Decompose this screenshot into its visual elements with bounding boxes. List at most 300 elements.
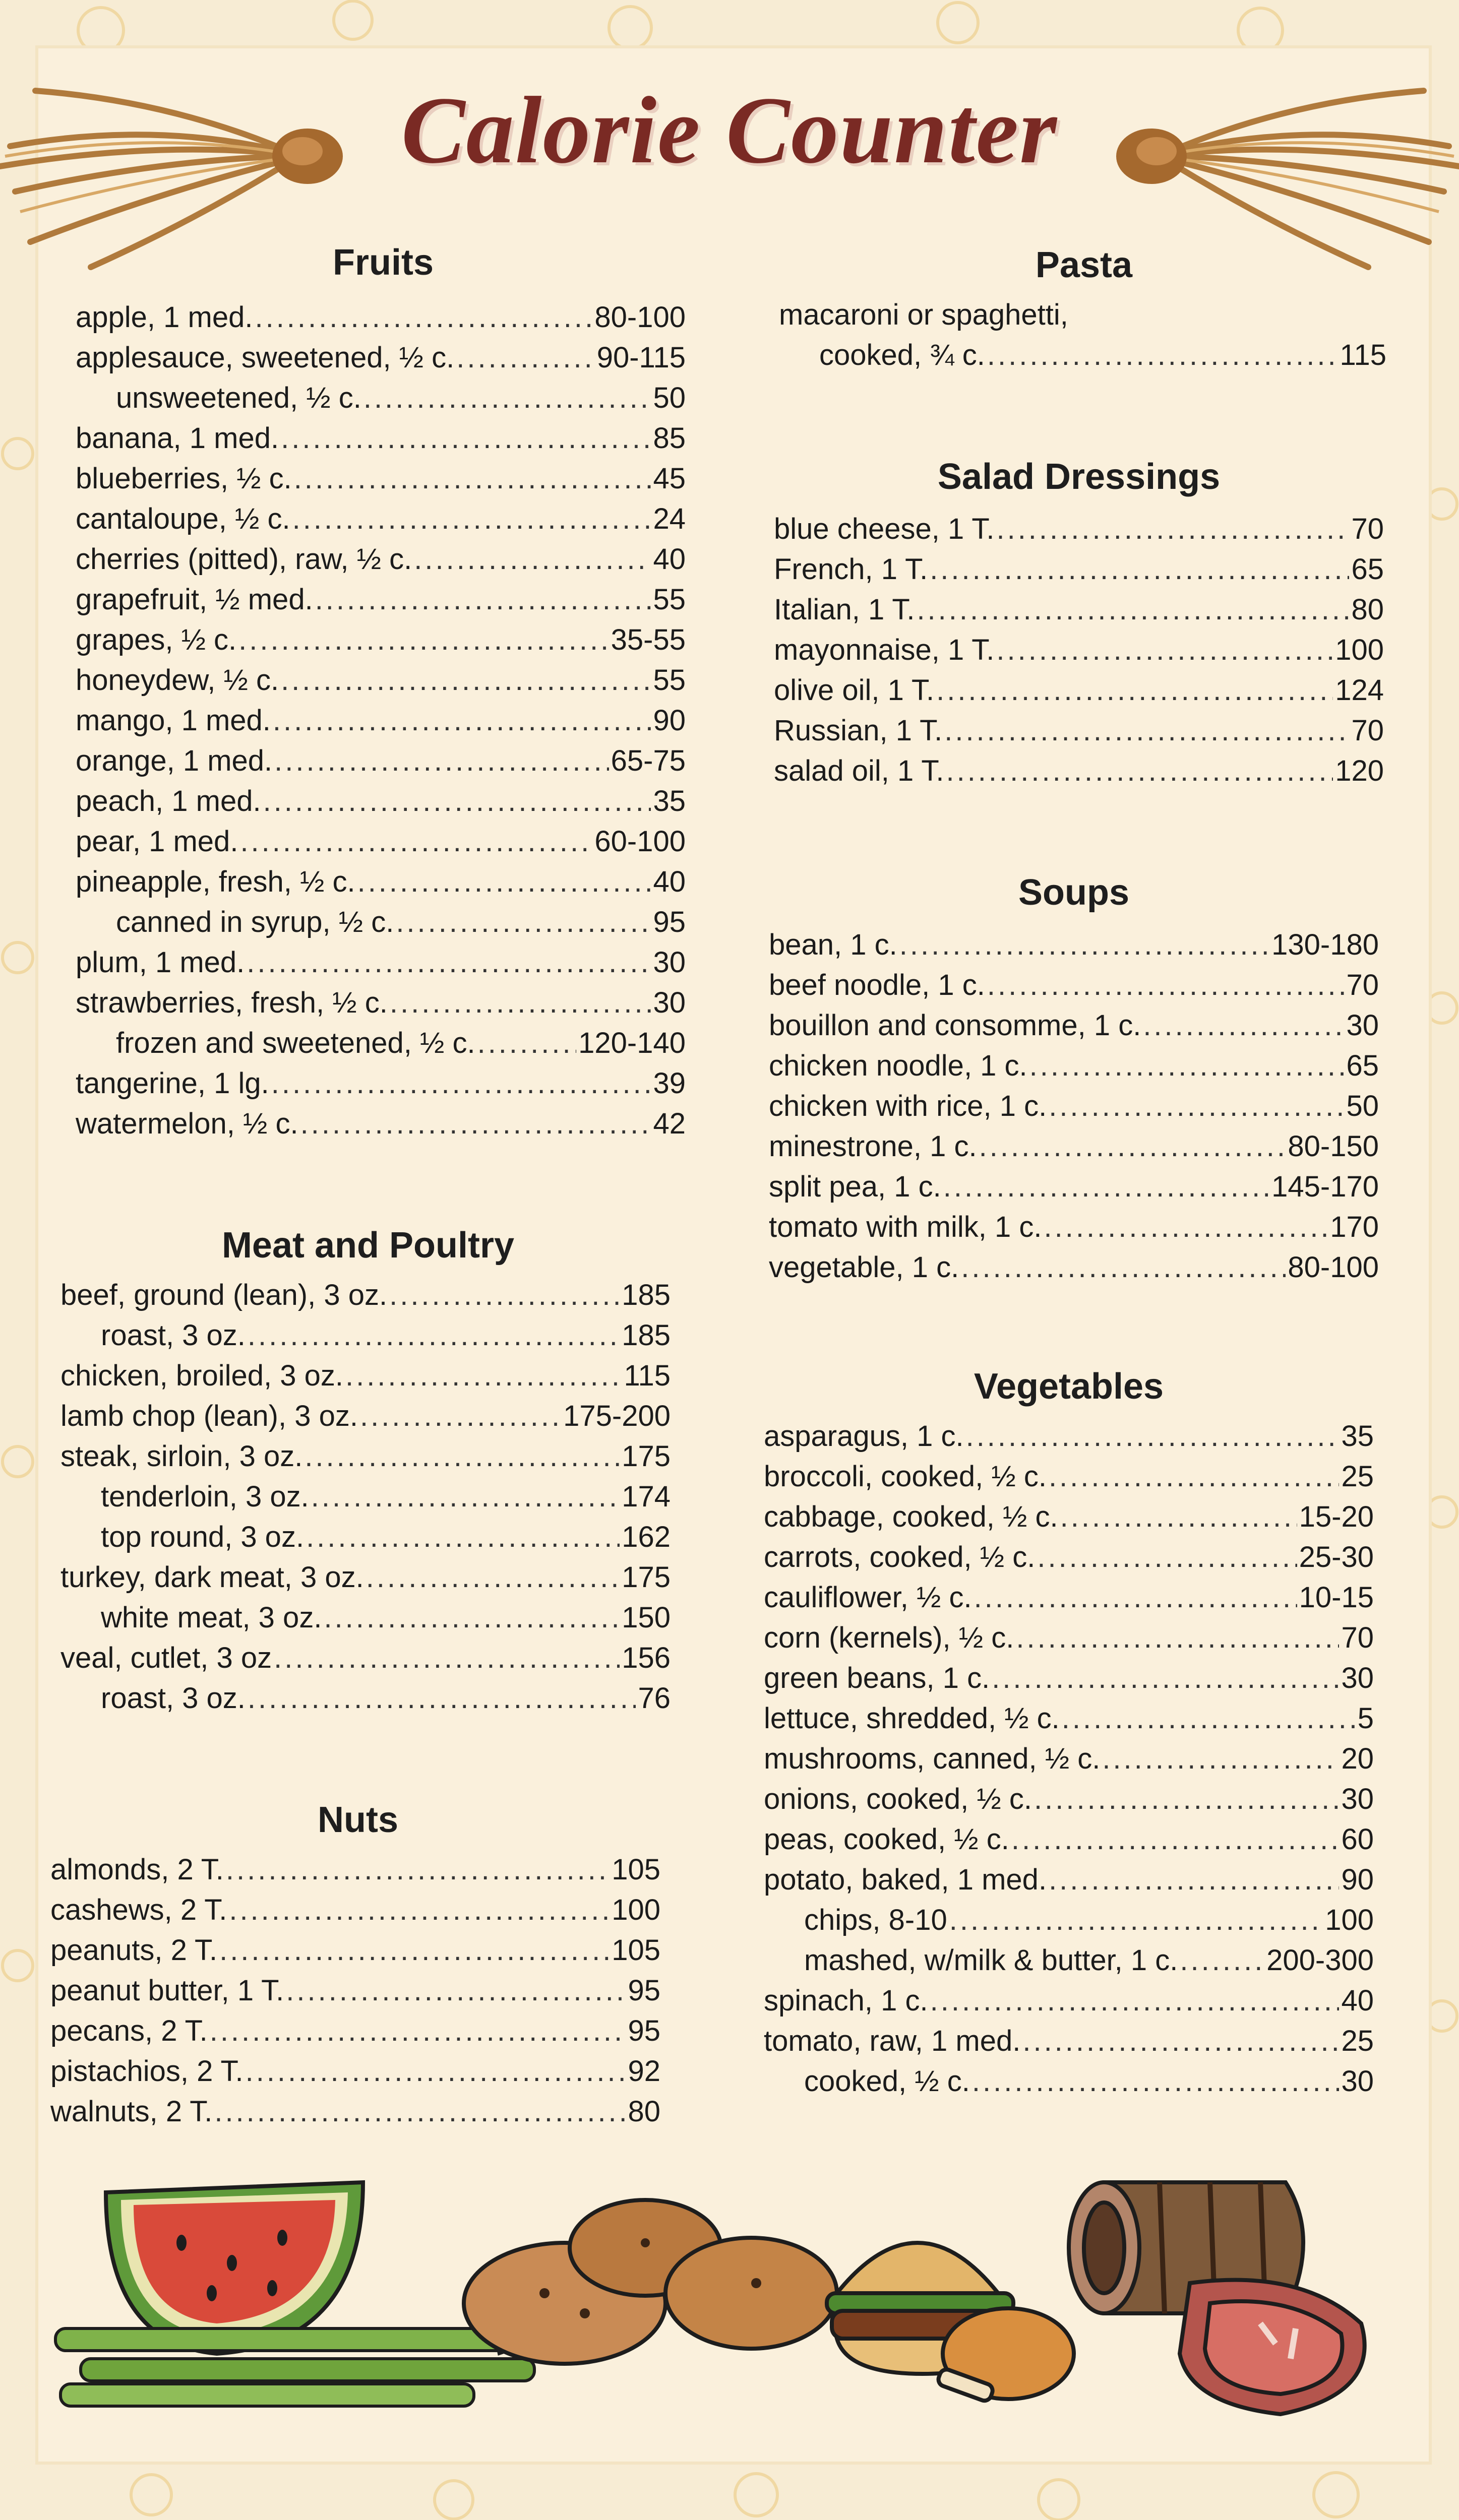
dot-leader — [281, 660, 651, 701]
calorie-entry — [76, 822, 686, 862]
entry-label: apple, 1 med. — [76, 301, 253, 334]
entry-label: pecans, 2 T. — [50, 2014, 208, 2047]
dot-leader — [219, 1930, 610, 1971]
calorie-entry — [76, 297, 686, 338]
calorie-entry — [769, 1207, 1379, 1247]
entry-calories: 105 — [612, 1934, 660, 1967]
entry-calories: 100 — [1325, 1904, 1374, 1936]
calorie-entry — [76, 741, 686, 781]
entry-label: peanut butter, 1 T. — [50, 1974, 284, 2007]
entry-calories: 70 — [1341, 1621, 1374, 1654]
dot-leader — [366, 1557, 620, 1598]
dot-leader — [477, 1023, 577, 1063]
calorie-entry — [774, 509, 1384, 549]
entry-calories: 50 — [1346, 1090, 1379, 1122]
entry-calories: 40 — [1341, 1984, 1374, 2017]
section-title-dressings: Salad Dressings — [937, 457, 1221, 497]
entry-calories: 156 — [622, 1642, 671, 1674]
dot-leader — [414, 539, 651, 580]
entry-calories: 200-300 — [1266, 1944, 1374, 1977]
entry-label: spinach, 1 c. — [764, 1984, 928, 2017]
calorie-entry — [764, 1618, 1374, 1658]
section-title-vegetables: Vegetables — [974, 1366, 1164, 1407]
calorie-entry — [76, 781, 686, 822]
entry-label: bouillon and consomme, 1 c. — [769, 1009, 1141, 1042]
entry-label: split pea, 1 c. — [769, 1170, 941, 1203]
entry-calories: 70 — [1346, 969, 1379, 1001]
section-title-nuts: Nuts — [318, 1800, 398, 1840]
dot-leader — [226, 1850, 610, 1890]
dot-leader — [943, 1167, 1269, 1207]
dot-leader — [996, 630, 1333, 670]
entry-label: peanuts, 2 T. — [50, 1934, 218, 1967]
entry-label: minestrone, 1 c. — [769, 1130, 977, 1163]
entry-calories: 65 — [1351, 553, 1384, 586]
entry-calories: 90-115 — [596, 341, 686, 374]
calorie-entry — [76, 539, 686, 580]
dot-leader — [1037, 1537, 1297, 1578]
entry-label: broccoli, cooked, ½ c. — [764, 1460, 1047, 1493]
calorie-entry — [60, 1436, 671, 1477]
calorie-entry — [764, 1819, 1374, 1860]
dot-leader — [456, 338, 594, 378]
calorie-entry — [60, 1275, 671, 1315]
entry-label: watermelon, ½ c. — [76, 1107, 298, 1140]
food-illustration — [50, 2162, 1402, 2424]
calorie-entry — [50, 2092, 660, 2132]
dot-leader — [292, 499, 651, 539]
dot-leader — [987, 965, 1345, 1005]
entry-label: Russian, 1 T. — [774, 714, 943, 747]
entry-calories: 10-15 — [1299, 1581, 1374, 1614]
dot-leader — [255, 297, 592, 338]
calorie-entry — [779, 335, 1386, 375]
entry-label: peach, 1 med. — [76, 785, 261, 817]
soups-list — [769, 925, 1379, 1288]
dot-leader — [281, 418, 651, 459]
entry-label: corn (kernels), ½ c. — [764, 1621, 1014, 1654]
entry-calories: 130-180 — [1271, 928, 1379, 961]
dot-leader — [294, 459, 651, 499]
entry-calories: 35-55 — [611, 623, 686, 656]
dot-leader — [1049, 1086, 1344, 1126]
entry-calories: 30 — [1346, 1009, 1379, 1042]
dot-leader — [930, 1981, 1340, 2021]
calorie-entry — [76, 983, 686, 1023]
calorie-entry — [764, 1537, 1374, 1578]
dot-leader — [210, 2011, 626, 2051]
entry-label: mango, 1 med. — [76, 704, 271, 737]
entry-calories: 39 — [653, 1067, 686, 1100]
calorie-entry — [769, 1167, 1379, 1207]
calorie-entry — [60, 1638, 671, 1678]
dot-leader — [987, 335, 1338, 375]
dot-leader — [996, 509, 1349, 549]
dot-leader — [946, 751, 1333, 791]
entry-calories: 30 — [1341, 1783, 1374, 1815]
entry-label: vegetable, 1 c. — [769, 1251, 959, 1284]
dot-leader — [246, 2051, 626, 2092]
entry-label: plum, 1 med. — [76, 946, 245, 979]
section-title-meat: Meat and Poultry — [221, 1225, 515, 1266]
calorie-entry — [60, 1356, 671, 1396]
entry-label: honeydew, ½ c. — [76, 664, 279, 697]
calorie-entry — [764, 1497, 1374, 1537]
dot-leader — [389, 1275, 620, 1315]
entry-label: olive oil, 1 T. — [774, 674, 935, 707]
vegetables-list — [764, 1416, 1374, 2102]
dot-leader — [1180, 1940, 1264, 1981]
entry-calories: 55 — [653, 583, 686, 616]
entry-calories: 100 — [1335, 634, 1384, 666]
entry-calories: 30 — [653, 986, 686, 1019]
entry-calories: 120-140 — [578, 1027, 686, 1059]
calorie-entry — [779, 295, 1386, 335]
dot-leader — [917, 590, 1349, 630]
entry-label: bean, 1 c. — [769, 928, 897, 961]
dot-leader — [1011, 1819, 1340, 1860]
calorie-entry — [769, 1247, 1379, 1288]
calorie-entry — [764, 1860, 1374, 1900]
entry-calories: 80-100 — [594, 301, 686, 334]
dot-leader — [300, 1104, 651, 1144]
dot-leader — [248, 1315, 620, 1356]
entry-calories: 65 — [1346, 1049, 1379, 1082]
calorie-entry — [50, 1850, 660, 1890]
entry-calories: 95 — [628, 2014, 660, 2047]
calorie-entry — [76, 942, 686, 983]
entry-calories: 115 — [1340, 339, 1386, 371]
entry-label: cantaloupe, ½ c. — [76, 502, 290, 535]
entry-label: mushrooms, canned, ½ c. — [764, 1742, 1101, 1775]
calorie-entry — [76, 660, 686, 701]
dot-leader — [324, 1598, 620, 1638]
entry-label: macaroni or spaghetti, — [779, 298, 1068, 331]
dot-leader — [1049, 1860, 1339, 1900]
asparagus-icon — [55, 2323, 534, 2406]
dot-leader — [240, 822, 592, 862]
section-title-soups: Soups — [1018, 872, 1129, 913]
entry-calories: 185 — [622, 1279, 671, 1311]
entry-label: cashews, 2 T. — [50, 1894, 227, 1926]
dot-leader — [247, 942, 651, 983]
entry-calories: 80-150 — [1288, 1130, 1379, 1163]
calorie-entry — [764, 1779, 1374, 1819]
calorie-entry — [764, 1578, 1374, 1618]
dot-leader — [972, 2061, 1340, 2102]
entry-calories: 42 — [653, 1107, 686, 1140]
entry-label: almonds, 2 T. — [50, 1853, 224, 1886]
calorie-entry — [774, 751, 1384, 791]
entry-label: pineapple, fresh, ½ c. — [76, 865, 355, 898]
entry-label: cabbage, cooked, ½ c. — [764, 1500, 1058, 1533]
dot-leader — [390, 983, 651, 1023]
calorie-entry — [76, 620, 686, 660]
calorie-entry — [76, 418, 686, 459]
entry-calories: 35 — [653, 785, 686, 817]
entry-label: strawberries, fresh, ½ c. — [76, 986, 388, 1019]
entry-calories: 162 — [622, 1521, 671, 1553]
dot-leader — [979, 1126, 1286, 1167]
entry-label: beef noodle, 1 c. — [769, 969, 985, 1001]
entry-calories: 35 — [1341, 1420, 1374, 1453]
calorie-entry — [764, 1457, 1374, 1497]
entry-calories: 175 — [622, 1561, 671, 1594]
entry-calories: 85 — [653, 422, 686, 455]
entry-label: carrots, cooked, ½ c. — [764, 1541, 1036, 1573]
dot-leader — [305, 1436, 620, 1477]
entry-label: chips, 8-10 — [804, 1904, 947, 1936]
dot-leader — [238, 620, 609, 660]
entry-calories: 175-200 — [563, 1400, 671, 1432]
entry-label: unsweetened, ½ c. — [116, 382, 361, 414]
entry-calories: 5 — [1357, 1702, 1374, 1735]
entry-label: lamb chop (lean), 3 oz. — [60, 1400, 358, 1432]
calorie-entry — [764, 1416, 1374, 1457]
section-title-pasta: Pasta — [1035, 245, 1133, 285]
entry-label: cooked, ½ c. — [804, 2065, 970, 2098]
dot-leader — [1062, 1698, 1356, 1739]
entry-calories: 100 — [612, 1894, 660, 1926]
entry-calories: 30 — [1341, 2065, 1374, 2098]
dot-leader — [315, 580, 651, 620]
dot-leader — [1029, 1046, 1345, 1086]
calorie-entry — [50, 2051, 660, 2092]
entry-calories: 45 — [653, 462, 686, 495]
entry-label: grapes, ½ c. — [76, 623, 237, 656]
entry-label: top round, 3 oz. — [101, 1521, 305, 1553]
entry-calories: 115 — [624, 1359, 671, 1392]
calorie-entry — [769, 1086, 1379, 1126]
calorie-entry — [764, 1940, 1374, 1981]
entry-label: banana, 1 med. — [76, 422, 279, 455]
steak-icon — [1180, 2280, 1365, 2414]
dot-leader — [311, 1477, 620, 1517]
dot-leader — [1143, 1005, 1344, 1046]
entry-label: cherries (pitted), raw, ½ c. — [76, 543, 412, 576]
calorie-entry — [50, 1930, 660, 1971]
entry-label: chicken noodle, 1 c. — [769, 1049, 1027, 1082]
entry-label: roast, 3 oz. — [101, 1682, 246, 1715]
page-title: Calorie Counter — [401, 78, 1058, 183]
entry-label: Italian, 1 T. — [774, 593, 915, 626]
calorie-entry — [769, 1005, 1379, 1046]
entry-label: steak, sirloin, 3 oz. — [60, 1440, 303, 1473]
entry-label: peas, cooked, ½ c. — [764, 1823, 1009, 1856]
dot-leader — [345, 1356, 622, 1396]
dot-leader — [306, 1517, 620, 1557]
entry-calories: 175 — [622, 1440, 671, 1473]
entry-label: tomato with milk, 1 c. — [769, 1211, 1042, 1243]
dot-leader — [214, 2092, 626, 2132]
entry-calories: 90 — [653, 704, 686, 737]
entry-calories: 30 — [653, 946, 686, 979]
calorie-entry — [769, 1126, 1379, 1167]
entry-calories: 40 — [653, 865, 686, 898]
entry-calories: 60-100 — [594, 825, 686, 858]
entry-calories: 80-100 — [1288, 1251, 1379, 1284]
calorie-entry — [764, 1900, 1374, 1940]
calorie-entry — [60, 1517, 671, 1557]
dot-leader — [1049, 1457, 1340, 1497]
calorie-entry — [76, 580, 686, 620]
dot-leader — [357, 862, 651, 902]
meat-list — [60, 1275, 671, 1719]
entry-calories: 170 — [1330, 1211, 1379, 1243]
dot-leader — [974, 1578, 1297, 1618]
entry-calories: 60 — [1341, 1823, 1374, 1856]
entry-label: green beans, 1 c. — [764, 1662, 990, 1694]
calorie-entry — [774, 670, 1384, 711]
entry-calories: 174 — [622, 1480, 671, 1513]
entry-calories: 76 — [638, 1682, 671, 1715]
dot-leader — [248, 1678, 636, 1719]
calorie-entry — [76, 499, 686, 539]
calorie-entry — [764, 1658, 1374, 1698]
dot-leader — [992, 1658, 1339, 1698]
entry-calories: 25 — [1341, 1460, 1374, 1493]
entry-calories: 80 — [628, 2095, 660, 2128]
entry-calories: 24 — [653, 502, 686, 535]
calorie-entry — [76, 862, 686, 902]
entry-calories: 90 — [1341, 1863, 1374, 1896]
entry-label: white meat, 3 oz. — [101, 1601, 322, 1634]
entry-label: lettuce, shredded, ½ c. — [764, 1702, 1060, 1735]
calorie-entry — [774, 630, 1384, 670]
entry-calories: 120 — [1335, 754, 1384, 787]
entry-label: beef, ground (lean), 3 oz. — [60, 1279, 388, 1311]
dot-leader — [271, 1063, 651, 1104]
dot-leader — [286, 1971, 626, 2011]
entry-calories: 25 — [1341, 2025, 1374, 2057]
calorie-entry — [76, 902, 686, 942]
calorie-entry — [764, 2021, 1374, 2061]
entry-label: onions, cooked, ½ c. — [764, 1783, 1032, 1815]
nuts-list — [50, 1850, 660, 2132]
entry-label: pistachios, 2 T. — [50, 2055, 244, 2088]
entry-label: turkey, dark meat, 3 oz. — [60, 1561, 364, 1594]
section-title-fruits: Fruits — [332, 242, 434, 283]
calorie-entry — [76, 378, 686, 418]
calorie-entry — [76, 1023, 686, 1063]
dot-leader — [274, 741, 609, 781]
calorie-entry — [50, 2011, 660, 2051]
entry-label: potato, baked, 1 med. — [764, 1863, 1047, 1896]
dot-leader — [936, 670, 1333, 711]
entry-calories: 30 — [1341, 1662, 1374, 1694]
entry-calories: 124 — [1335, 674, 1384, 707]
entry-label: tenderloin, 3 oz. — [101, 1480, 309, 1513]
dot-leader — [961, 1247, 1286, 1288]
entry-label: veal, cutlet, 3 oz — [60, 1642, 272, 1674]
entry-label: cooked, ¾ c. — [819, 339, 985, 371]
entry-label: French, 1 T. — [774, 553, 928, 586]
entry-label: pear, 1 med. — [76, 825, 238, 858]
entry-label: orange, 1 med. — [76, 744, 273, 777]
entry-label: walnuts, 2 T. — [50, 2095, 213, 2128]
entry-calories: 150 — [622, 1601, 671, 1634]
entry-label: mashed, w/milk & butter, 1 c. — [804, 1944, 1178, 1977]
calorie-entry — [60, 1477, 671, 1517]
calorie-entry — [60, 1315, 671, 1356]
calorie-entry — [769, 1046, 1379, 1086]
calorie-entry — [76, 459, 686, 499]
dot-leader — [263, 781, 651, 822]
dot-leader — [930, 549, 1349, 590]
dot-leader — [273, 701, 651, 741]
dot-leader — [363, 378, 651, 418]
calorie-entry — [50, 1890, 660, 1930]
entry-calories: 105 — [612, 1853, 660, 1886]
entry-label: tomato, raw, 1 med. — [764, 2025, 1021, 2057]
calorie-entry — [764, 1981, 1374, 2021]
dot-leader — [396, 902, 651, 942]
entry-calories: 70 — [1351, 714, 1384, 747]
calorie-entry — [76, 338, 686, 378]
entry-label: canned in syrup, ½ c. — [116, 906, 394, 938]
fruits-list — [76, 297, 686, 1144]
dot-leader — [274, 1638, 620, 1678]
calorie-entry — [774, 711, 1384, 751]
calorie-entry — [769, 925, 1379, 965]
entry-calories: 40 — [653, 543, 686, 576]
dot-leader — [1102, 1739, 1339, 1779]
entry-calories: 70 — [1351, 513, 1384, 545]
calorie-entry — [60, 1598, 671, 1638]
calorie-entry — [76, 1104, 686, 1144]
entry-calories: 50 — [653, 382, 686, 414]
pasta-list — [779, 295, 1386, 375]
potato-icon — [464, 2200, 837, 2364]
entry-label: asparagus, 1 c. — [764, 1420, 964, 1453]
entry-label: mayonnaise, 1 T. — [774, 634, 995, 666]
entry-label: cauliflower, ½ c. — [764, 1581, 972, 1614]
entry-calories: 145-170 — [1271, 1170, 1379, 1203]
entry-label: chicken, broiled, 3 oz. — [60, 1359, 343, 1392]
entry-calories: 55 — [653, 664, 686, 697]
entry-label: applesauce, sweetened, ½ c. — [76, 341, 455, 374]
calorie-entry — [764, 2061, 1374, 2102]
entry-calories: 25-30 — [1299, 1541, 1374, 1573]
entry-calories: 15-20 — [1299, 1500, 1374, 1533]
entry-label: grapefruit, ½ med. — [76, 583, 313, 616]
calorie-entry — [60, 1557, 671, 1598]
dot-leader — [966, 1416, 1340, 1457]
entry-label: blueberries, ½ c. — [76, 462, 292, 495]
calorie-entry — [774, 590, 1384, 630]
dot-leader — [229, 1890, 610, 1930]
entry-calories: 20 — [1341, 1742, 1374, 1775]
calorie-entry — [50, 1971, 660, 2011]
dot-leader — [949, 1900, 1323, 1940]
dot-leader — [944, 711, 1349, 751]
calorie-entry — [60, 1678, 671, 1719]
entry-calories: 95 — [628, 1974, 660, 2007]
calorie-entry — [60, 1396, 671, 1436]
calorie-entry — [76, 701, 686, 741]
dot-leader — [1060, 1497, 1297, 1537]
entry-calories: 185 — [622, 1319, 671, 1352]
entry-label: blue cheese, 1 T. — [774, 513, 995, 545]
entry-label: salad oil, 1 T. — [774, 754, 944, 787]
entry-label: roast, 3 oz. — [101, 1319, 246, 1352]
dot-leader — [360, 1396, 561, 1436]
calorie-entry — [764, 1739, 1374, 1779]
dot-leader — [1022, 2021, 1339, 2061]
dot-leader — [899, 925, 1269, 965]
dot-leader — [1034, 1779, 1339, 1819]
entry-calories: 95 — [653, 906, 686, 938]
